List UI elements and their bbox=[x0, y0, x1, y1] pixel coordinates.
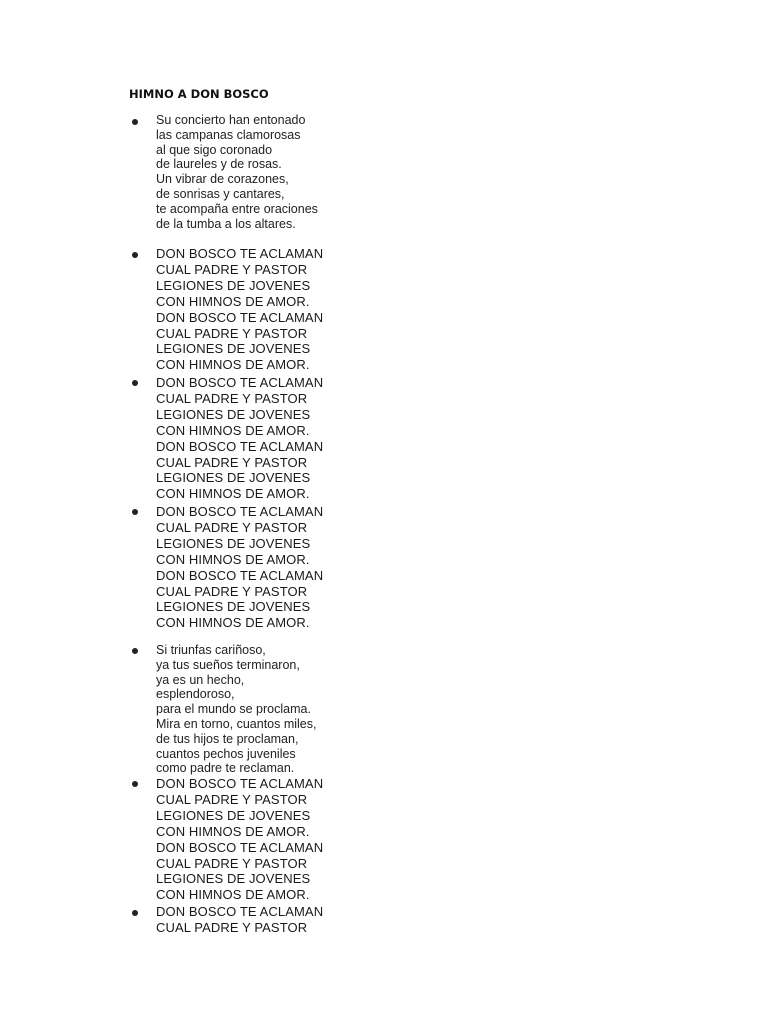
chorus-line: LEGIONES DE JOVENES bbox=[156, 599, 311, 615]
chorus-line: DON BOSCO TE ACLAMAN bbox=[156, 567, 324, 583]
verse-line: te acompaña entre oraciones bbox=[156, 201, 318, 216]
verse-line: para el mundo se proclama. bbox=[156, 702, 311, 717]
document-title: HIMNO A DON BOSCO bbox=[129, 87, 269, 101]
bullet-icon bbox=[132, 509, 138, 515]
chorus-line: LEGIONES DE JOVENES bbox=[156, 871, 311, 887]
chorus-line: LEGIONES DE JOVENES bbox=[156, 535, 311, 551]
chorus-line: LEGIONES DE JOVENES bbox=[156, 277, 311, 293]
chorus-line: CON HIMNOS DE AMOR. bbox=[156, 615, 310, 631]
bullet-icon bbox=[132, 252, 138, 258]
verse-line: Mira en torno, cuantos miles, bbox=[156, 716, 317, 731]
chorus-line: CUAL PADRE Y PASTOR bbox=[156, 325, 308, 341]
chorus-line: DON BOSCO TE ACLAMAN bbox=[156, 776, 324, 791]
bullet-icon bbox=[132, 910, 138, 916]
verse-line: cuantos pechos juveniles bbox=[156, 746, 296, 761]
verse-line: de laureles y de rosas. bbox=[156, 157, 282, 172]
bullet-icon bbox=[132, 781, 138, 787]
chorus-line: CUAL PADRE Y PASTOR bbox=[156, 519, 308, 535]
verse-line: de sonrisas y cantares, bbox=[156, 186, 285, 201]
verse-line: las campanas clamorosas bbox=[156, 127, 301, 142]
verse-line: ya es un hecho, bbox=[156, 672, 245, 687]
chorus-line: LEGIONES DE JOVENES bbox=[156, 807, 311, 823]
chorus-line: CUAL PADRE Y PASTOR bbox=[156, 791, 308, 807]
chorus-line: CON HIMNOS DE AMOR. bbox=[156, 486, 310, 502]
chorus-line: DON BOSCO TE ACLAMAN bbox=[156, 904, 324, 919]
chorus-line: DON BOSCO TE ACLAMAN bbox=[156, 839, 324, 855]
chorus-line: DON BOSCO TE ACLAMAN bbox=[156, 504, 324, 519]
verse-line: ya tus sueños terminaron, bbox=[156, 657, 300, 672]
verse-line: Un vibrar de corazones, bbox=[156, 172, 289, 187]
chorus-line: CON HIMNOS DE AMOR. bbox=[156, 551, 310, 567]
verse-line: como padre te reclaman. bbox=[156, 761, 295, 776]
verse-line: Su concierto han entonado bbox=[156, 113, 306, 127]
chorus-line: CUAL PADRE Y PASTOR bbox=[156, 261, 308, 277]
chorus-line: CON HIMNOS DE AMOR. bbox=[156, 357, 310, 373]
chorus-line: DON BOSCO TE ACLAMAN bbox=[156, 438, 324, 454]
chorus-line: LEGIONES DE JOVENES bbox=[156, 470, 311, 486]
bullet-icon bbox=[132, 119, 138, 125]
chorus-line: CON HIMNOS DE AMOR. bbox=[156, 293, 310, 309]
verse-line: de la tumba a los altares. bbox=[156, 216, 296, 231]
chorus-line: CON HIMNOS DE AMOR. bbox=[156, 422, 310, 438]
chorus-line: CUAL PADRE Y PASTOR bbox=[156, 454, 308, 470]
verse-line: de tus hijos te proclaman, bbox=[156, 731, 299, 746]
bullet-icon bbox=[132, 380, 138, 386]
chorus-line: DON BOSCO TE ACLAMAN bbox=[156, 309, 324, 325]
verse-line: al que sigo coronado bbox=[156, 142, 273, 157]
verse-line: esplendoroso, bbox=[156, 687, 235, 702]
chorus-line: DON BOSCO TE ACLAMAN bbox=[156, 375, 324, 390]
chorus-line: CON HIMNOS DE AMOR. bbox=[156, 887, 310, 903]
chorus-line: DON BOSCO TE ACLAMAN bbox=[156, 246, 324, 261]
verse-line: Si triunfas cariñoso, bbox=[156, 643, 266, 657]
chorus-line: CON HIMNOS DE AMOR. bbox=[156, 823, 310, 839]
chorus-line: CUAL PADRE Y PASTOR bbox=[156, 919, 308, 935]
chorus-line: LEGIONES DE JOVENES bbox=[156, 406, 311, 422]
bullet-icon bbox=[132, 648, 138, 654]
chorus-line: CUAL PADRE Y PASTOR bbox=[156, 855, 308, 871]
chorus-line: CUAL PADRE Y PASTOR bbox=[156, 583, 308, 599]
chorus-line: CUAL PADRE Y PASTOR bbox=[156, 390, 308, 406]
chorus-line: LEGIONES DE JOVENES bbox=[156, 341, 311, 357]
